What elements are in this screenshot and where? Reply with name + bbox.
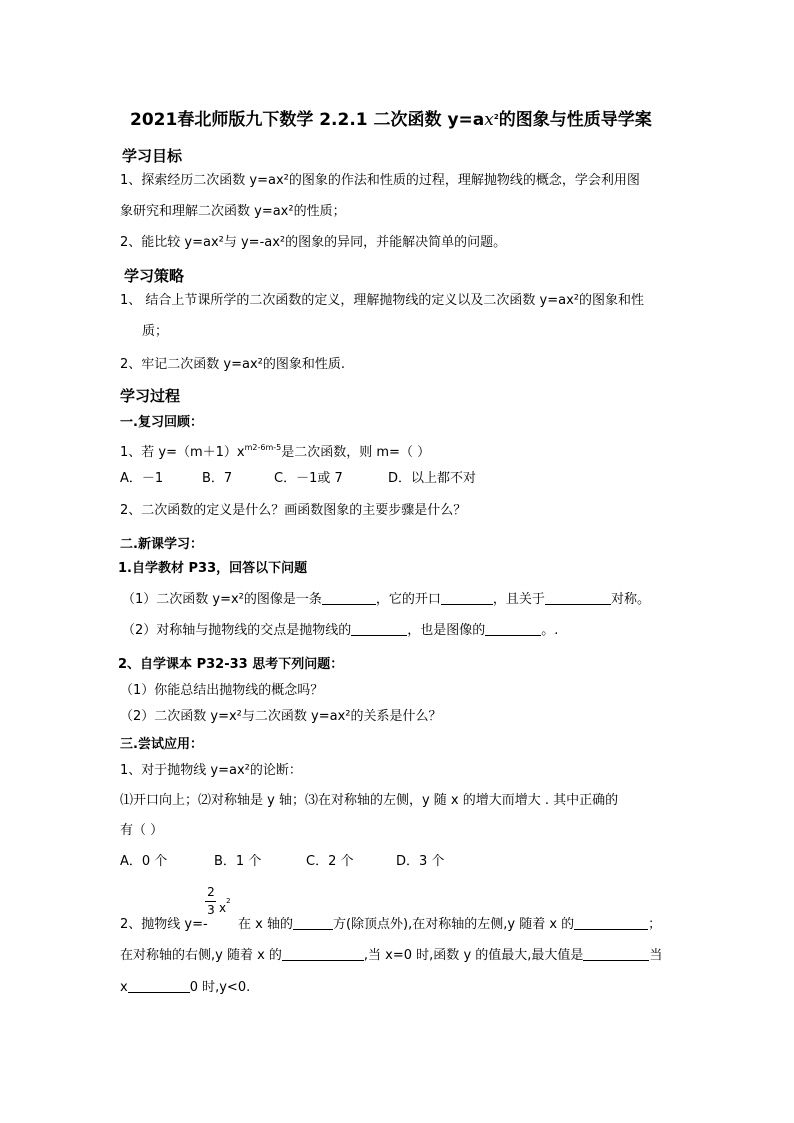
apply-question-2-line3 <box>120 979 250 997</box>
fraction-variable <box>219 892 231 917</box>
fill-blank[interactable] <box>282 947 364 961</box>
page-title <box>130 106 652 131</box>
apply-question-1-line3: 有（ ） <box>120 823 164 838</box>
title-tail: 的图象与性质导学案 <box>498 110 652 130</box>
apply-question-2-pre: 2、抛物线 y=- <box>120 917 208 932</box>
fill-2-text-a: （2）对称轴与抛物线的交点是抛物线的 <box>122 623 352 638</box>
strategy-1-line1: 1、 结合上节课所学的二次函数的定义，理解抛物线的定义以及二次函数 y=ax²的图象和性 <box>120 293 644 308</box>
fill-blank[interactable] <box>574 916 648 930</box>
apply-option-a: A．0 个 <box>120 854 168 869</box>
strategy-heading: 学习策略 <box>124 267 185 285</box>
fill-blank[interactable] <box>441 591 493 605</box>
objective-1-line2: 象研究和理解二次函数 y=ax²的性质； <box>120 204 346 219</box>
review-q1-post: 是二次函数，则 m=（ ） <box>281 445 431 460</box>
q2-line3-text-a: x <box>120 980 128 995</box>
review-q1-exponent: m2-6m-5 <box>244 443 282 452</box>
q2-line2-text-a: 在对称轴的右侧,y 随着 x 的 <box>120 948 282 963</box>
objective-2: 2、能比较 y=ax²与 y=-ax²的图象的异同，并能解决简单的问题。 <box>120 235 507 250</box>
review-q1-pre: 1、若 y=（m＋1）x <box>120 445 245 460</box>
apply-heading: 三.尝试应用： <box>120 737 203 752</box>
apply-option-d: D．3 个 <box>396 854 445 869</box>
fill-1-text-a: （1）二次函数 y=x²的图像是一条 <box>122 592 322 607</box>
fill-1-text-d: 对称。 <box>610 592 650 607</box>
process-heading: 学习过程 <box>120 387 181 405</box>
strategy-2: 2、牢记二次函数 y=ax²的图象和性质. <box>120 357 345 372</box>
new-lesson-sub-2: 2、自学课本 P32-33 思考下列问题： <box>118 657 344 672</box>
new-lesson-fill-2 <box>122 622 558 640</box>
fill-blank[interactable] <box>545 591 611 605</box>
title-x: x <box>484 110 494 130</box>
new-lesson-sub-1: 1.自学教材 P33，回答以下问题 <box>118 561 308 576</box>
review-heading: 一.复习回顾： <box>120 415 203 430</box>
q2-line2-text-c: 当 <box>649 948 663 963</box>
objectives-heading: 学习目标 <box>122 147 183 165</box>
fill-blank[interactable] <box>485 622 541 636</box>
apply-option-b: B．1 个 <box>214 854 262 869</box>
q2-text-c: ； <box>648 917 662 932</box>
review-option-c: C．－1或 7 <box>274 471 343 486</box>
q2-line2-text-b: ,当 x=0 时,函数 y 的值最大,最大值是 <box>363 948 584 963</box>
think-question-1: （1）你能总结出抛物线的概念吗？ <box>120 683 324 698</box>
title-exponent: 2 <box>493 113 499 121</box>
review-option-b: B．7 <box>202 471 233 486</box>
fill-blank[interactable] <box>583 947 649 961</box>
fill-blank[interactable] <box>128 979 190 993</box>
fraction-x-exponent: 2 <box>226 897 231 905</box>
apply-question-1-line2: ⑴开口向上；⑵对称轴是 y 轴；⑶在对称轴的左侧，y 随 x 的增大而增大 . 其中正确的 <box>120 793 619 808</box>
apply-question-2-line2 <box>120 947 662 965</box>
fill-blank[interactable] <box>351 622 407 636</box>
strategy-1-line2: 质； <box>142 324 169 339</box>
apply-question-2-line1 <box>238 916 661 934</box>
new-lesson-heading: 二.新课学习： <box>120 537 203 552</box>
title-text: 2021春北师版九下数学 2.2.1 二次函数 y=a <box>130 110 485 130</box>
fill-blank[interactable] <box>322 591 376 605</box>
q2-text-b: 方(除顶点外),在对称轴的左侧,y 随着 x 的 <box>332 917 575 932</box>
review-question-1 <box>120 439 430 462</box>
fraction-bar <box>205 901 216 902</box>
fraction-numerator: 2 <box>207 885 215 899</box>
fraction-denominator: 3 <box>207 903 215 917</box>
fill-1-text-c: ，且关于 <box>492 592 545 607</box>
apply-option-c: C．2 个 <box>306 854 354 869</box>
apply-question-1: 1、对于抛物线 y=ax²的论断： <box>120 763 302 778</box>
new-lesson-fill-1 <box>122 591 650 609</box>
review-option-d: D．以上都不对 <box>388 471 477 486</box>
fill-blank[interactable] <box>293 916 333 930</box>
fraction-x: x <box>219 901 227 915</box>
fill-2-text-b: ，也是图像的 <box>407 623 486 638</box>
review-option-a: A．－1 <box>120 471 164 486</box>
fill-2-text-c: 。. <box>541 623 559 638</box>
review-question-2: 2、二次函数的定义是什么？画函数图象的主要步骤是什么？ <box>120 503 467 518</box>
q2-line3-text-b: 0 时,y<0. <box>189 980 251 995</box>
q2-text-a: 在 x 轴的 <box>238 917 293 932</box>
objective-1-line1: 1、探索经历二次函数 y=ax²的图象的作法和性质的过程，理解抛物线的概念，学会利用图 <box>120 173 640 188</box>
think-question-2: （2）二次函数 y=x²与二次函数 y=ax²的关系是什么？ <box>120 709 442 724</box>
fill-1-text-b: ，它的开口 <box>375 592 441 607</box>
